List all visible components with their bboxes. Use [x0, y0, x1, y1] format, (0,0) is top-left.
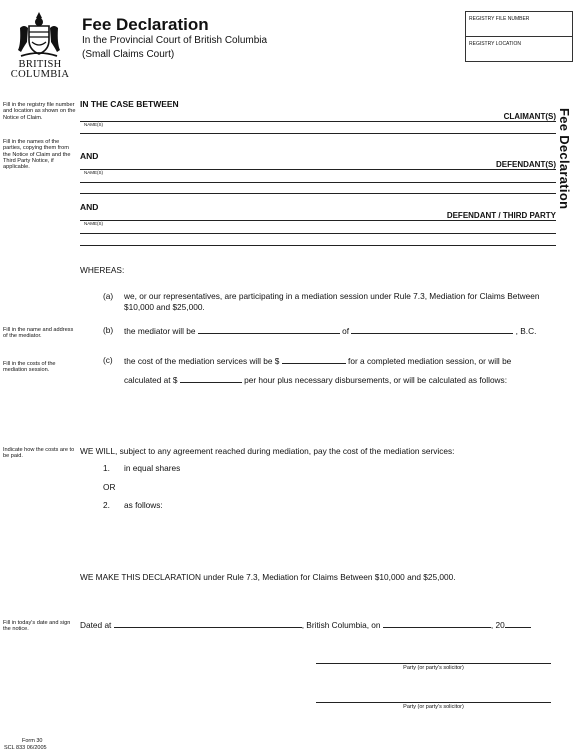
note-mediator: Fill in the name and address of the mediator.: [3, 327, 74, 340]
form-title: Fee Declaration: [82, 15, 209, 34]
registry-location-field[interactable]: REGISTRY LOCATION: [469, 41, 521, 47]
year-prefix-label: , 20: [490, 620, 505, 630]
cost-session-text: for a completed mediation session, or will be: [348, 356, 512, 366]
clause-a-text: we, or our representatives, are participating in a mediation session under Rule 7.3, Mediation for Claims Between $10,000 and $25,000.: [124, 291, 540, 312]
hourly-prefix: calculated at $: [124, 375, 178, 385]
third-party-names-caption: NAME(S): [84, 221, 103, 226]
court-name: In the Provincial Court of British Columbia: [82, 35, 268, 46]
dated-at-label: Dated at: [80, 620, 112, 630]
declaration-text: WE MAKE THIS DECLARATION under Rule 7.3, Mediation for Claims Between $10,000 and $25,000.: [80, 572, 456, 582]
form-code: SCL 833 06/2005: [4, 745, 47, 751]
note-costs: Fill in the costs of the mediation session.: [3, 361, 56, 374]
defendant-names-caption: NAME(S): [84, 170, 103, 175]
date-field[interactable]: [383, 619, 491, 628]
claimant-names-caption: NAME(S): [84, 122, 103, 127]
option-1-text: in equal shares: [124, 463, 181, 473]
claimant-name-line[interactable]: [80, 121, 556, 122]
claimant-name-line-2[interactable]: [80, 133, 556, 134]
logo-text-line1: BRITISH: [18, 59, 62, 70]
registry-box: [465, 11, 573, 62]
mediator-name-field[interactable]: [198, 325, 340, 334]
form-number: Form 30: [22, 738, 43, 744]
note-parties: Fill in the names of the parties, copying them from the Notice of Claim and the Third Party Notice, if applicable.: [3, 139, 71, 171]
defendant-name-line-2[interactable]: [80, 182, 556, 183]
clause-c-line1: [124, 355, 511, 367]
year-field[interactable]: [505, 619, 531, 628]
court-division: (Small Claims Court): [82, 49, 175, 60]
case-heading: IN THE CASE BETWEEN: [80, 99, 179, 109]
third-party-name-line-2[interactable]: [80, 233, 556, 234]
bc-crest-logo: [16, 10, 62, 60]
defendant-name-line[interactable]: [80, 169, 556, 170]
clause-b-label: (b): [103, 325, 114, 335]
clause-a-label: (a): [103, 291, 114, 301]
and-label-2: AND: [80, 202, 99, 212]
hourly-text: per hour plus necessary disbursements, or will be calculated as follows:: [244, 375, 507, 385]
third-party-name-line[interactable]: [80, 220, 556, 221]
registry-file-number-field[interactable]: REGISTRY FILE NUMBER: [469, 16, 530, 22]
option-2-number: 2.: [103, 500, 110, 510]
option-2-text: as follows:: [124, 500, 163, 510]
mediator-bc-label: , B.C.: [515, 326, 537, 336]
third-party-label: DEFENDANT / THIRD PARTY: [446, 211, 556, 220]
signature-caption-1: Party (or party's solicitor): [403, 665, 464, 671]
cost-prefix: the cost of the mediation services will be $: [124, 356, 280, 366]
signature-line-2[interactable]: [316, 702, 551, 703]
clause-c-label: (c): [103, 355, 113, 365]
defendant-name-line-3[interactable]: [80, 193, 556, 194]
or-label: OR: [103, 482, 116, 492]
mediator-prefix: the mediator will be: [124, 326, 196, 336]
logo-text-line2: COLUMBIA: [10, 69, 70, 80]
and-label-1: AND: [80, 151, 99, 161]
third-party-name-line-3[interactable]: [80, 245, 556, 246]
signature-caption-2: Party (or party's solicitor): [403, 704, 464, 710]
dated-line: [80, 619, 531, 631]
mediator-address-field[interactable]: [351, 325, 513, 334]
defendant-label: DEFENDANT(S): [496, 160, 556, 169]
we-will-text: WE WILL, subject to any agreement reached during mediation, pay the cost of the mediation services:: [80, 446, 455, 456]
option-1-number: 1.: [103, 463, 110, 473]
bc-logo-text: [10, 60, 70, 80]
mediator-of-label: of: [342, 326, 350, 336]
bc-on-label: , British Columbia, on: [301, 620, 381, 630]
clause-c-line2: [124, 374, 507, 386]
clause-b-text: [124, 325, 536, 337]
whereas-heading: WHEREAS:: [80, 265, 125, 275]
claimant-label: CLAIMANT(S): [503, 112, 556, 121]
note-payment: Indicate how the costs are to be paid.: [3, 447, 75, 460]
vertical-title: Fee Declaration: [557, 108, 572, 210]
session-cost-field[interactable]: [282, 355, 346, 364]
note-sign: Fill in today's date and sign the notice.: [3, 620, 71, 633]
registry-box-divider: [466, 36, 572, 37]
signature-line-1[interactable]: [316, 663, 551, 664]
hourly-rate-field[interactable]: [180, 374, 242, 383]
dated-at-place-field[interactable]: [114, 619, 302, 628]
note-registry: Fill in the registry file number and location as shown on the Notice of Claim.: [3, 102, 76, 121]
